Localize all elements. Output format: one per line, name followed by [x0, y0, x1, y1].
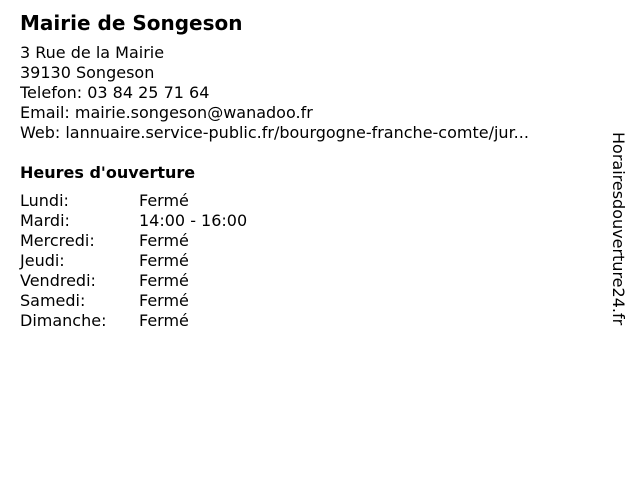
- business-card: [20, 10, 600, 331]
- day-label: Vendredi:: [20, 271, 96, 290]
- website-link[interactable]: Web: lannuaire.service-public.fr/bourgogne-franche-comte/jur...: [20, 123, 529, 142]
- day-hours: 14:00 - 16:00: [139, 211, 248, 230]
- hours-row-wednesday: [20, 231, 600, 251]
- day-hours: Fermé: [139, 291, 189, 310]
- hours-row-sunday: [20, 311, 600, 331]
- day-label: Mercredi:: [20, 231, 95, 250]
- street-address: 3 Rue de la Mairie: [20, 43, 165, 62]
- day-label: Mardi:: [20, 211, 70, 230]
- day-hours: Fermé: [139, 191, 189, 210]
- address-block: [20, 43, 600, 143]
- opening-hours-heading: Heures d'ouverture: [20, 163, 196, 182]
- postal-city: 39130 Songeson: [20, 63, 155, 82]
- day-hours: Fermé: [139, 231, 189, 250]
- site-brand-vertical: Horairesdouverture24.fr: [609, 132, 628, 326]
- day-label: Samedi:: [20, 291, 86, 310]
- day-hours: Fermé: [139, 251, 189, 270]
- hours-row-tuesday: [20, 211, 600, 231]
- page-title: Mairie de Songeson: [20, 11, 243, 35]
- email-address[interactable]: Email: mairie.songeson@wanadoo.fr: [20, 103, 313, 122]
- day-label: Lundi:: [20, 191, 69, 210]
- hours-row-friday: [20, 271, 600, 291]
- day-hours: Fermé: [139, 311, 189, 330]
- day-label: Jeudi:: [20, 251, 65, 270]
- hours-row-monday: [20, 191, 600, 211]
- hours-row-saturday: [20, 291, 600, 311]
- phone-number[interactable]: Telefon: 03 84 25 71 64: [20, 83, 210, 102]
- hours-row-thursday: [20, 251, 600, 271]
- opening-hours-table: [20, 191, 600, 331]
- day-label: Dimanche:: [20, 311, 107, 330]
- day-hours: Fermé: [139, 271, 189, 290]
